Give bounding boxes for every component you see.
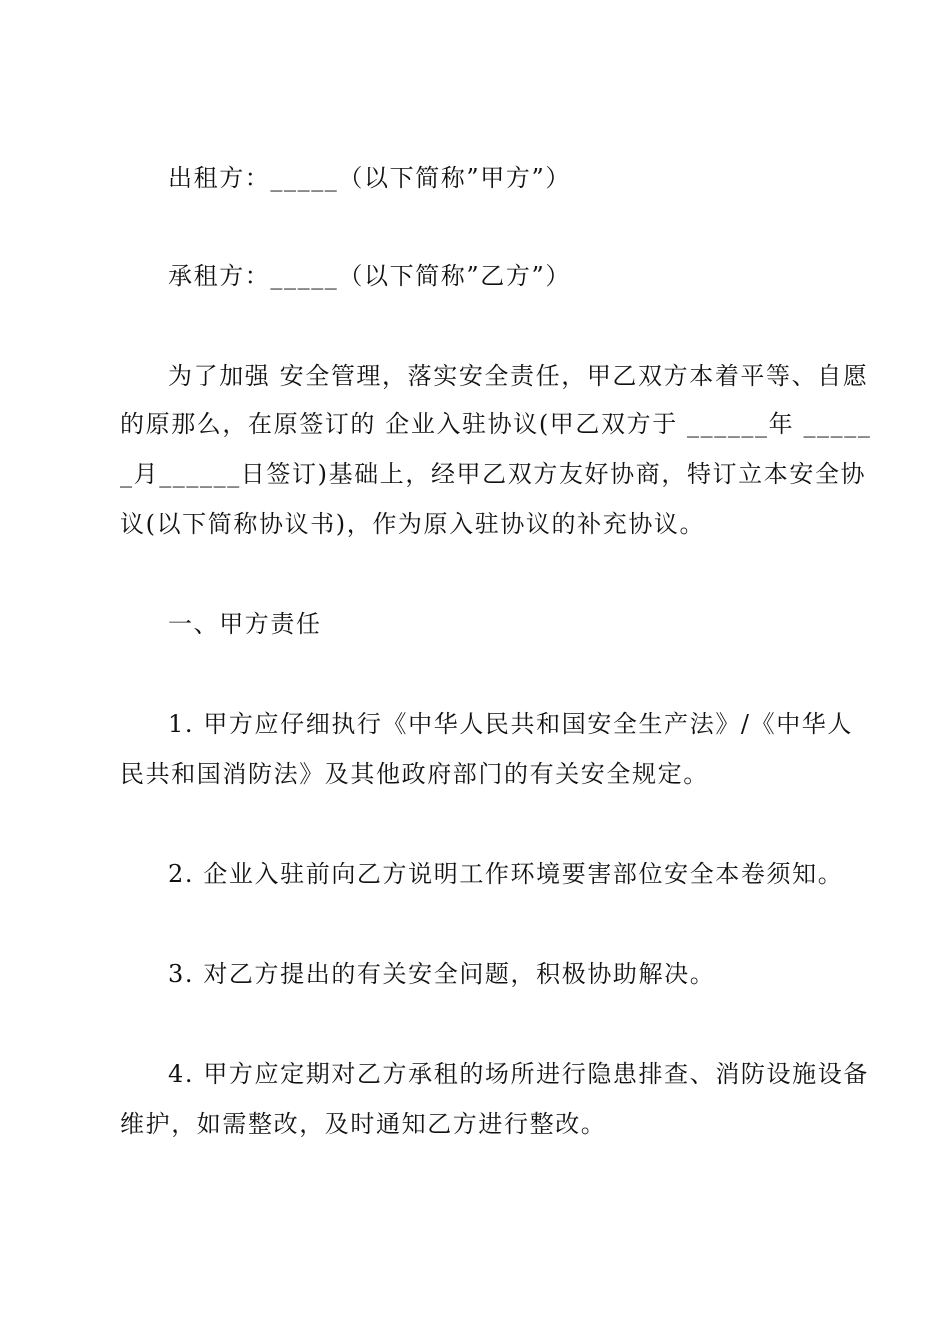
intro-paragraph-line-4: 议(以下简称协议书)，作为原入驻协议的补充协议。 <box>120 510 706 538</box>
item-2: 2. 企业入驻前向乙方说明工作环境要害部位安全本卷须知。 <box>168 860 844 888</box>
intro-paragraph-line-3: _月______日签订)基础上，经甲乙双方友好协商，特订立本安全协 <box>120 460 867 488</box>
item-1-line-2: 民共和国消防法》及其他政府部门的有关安全规定。 <box>120 760 709 788</box>
lessor-line: 出租方：_____（以下简称”甲方”） <box>168 164 571 192</box>
item-3: 3. 对乙方提出的有关安全问题，积极协助解决。 <box>168 960 716 988</box>
intro-paragraph-line-2: 的原那么，在原签订的 企业入驻协议(甲乙双方于 ______年 _____ <box>120 410 872 438</box>
item-4-line-1: 4. 甲方应定期对乙方承租的场所进行隐患排查、消防设施设备 <box>168 1060 869 1088</box>
section-heading: 一、甲方责任 <box>168 610 322 638</box>
item-1-line-1: 1. 甲方应仔细执行《中华人民共和国安全生产法》/《中华人 <box>168 710 854 738</box>
intro-paragraph-line-1: 为了加强 安全管理，落实安全责任，甲乙双方本着平等、自愿 <box>168 362 869 390</box>
lessee-line: 承租方：_____（以下简称”乙方”） <box>168 262 571 290</box>
item-4-line-2: 维护，如需整改，及时通知乙方进行整改。 <box>120 1110 607 1138</box>
